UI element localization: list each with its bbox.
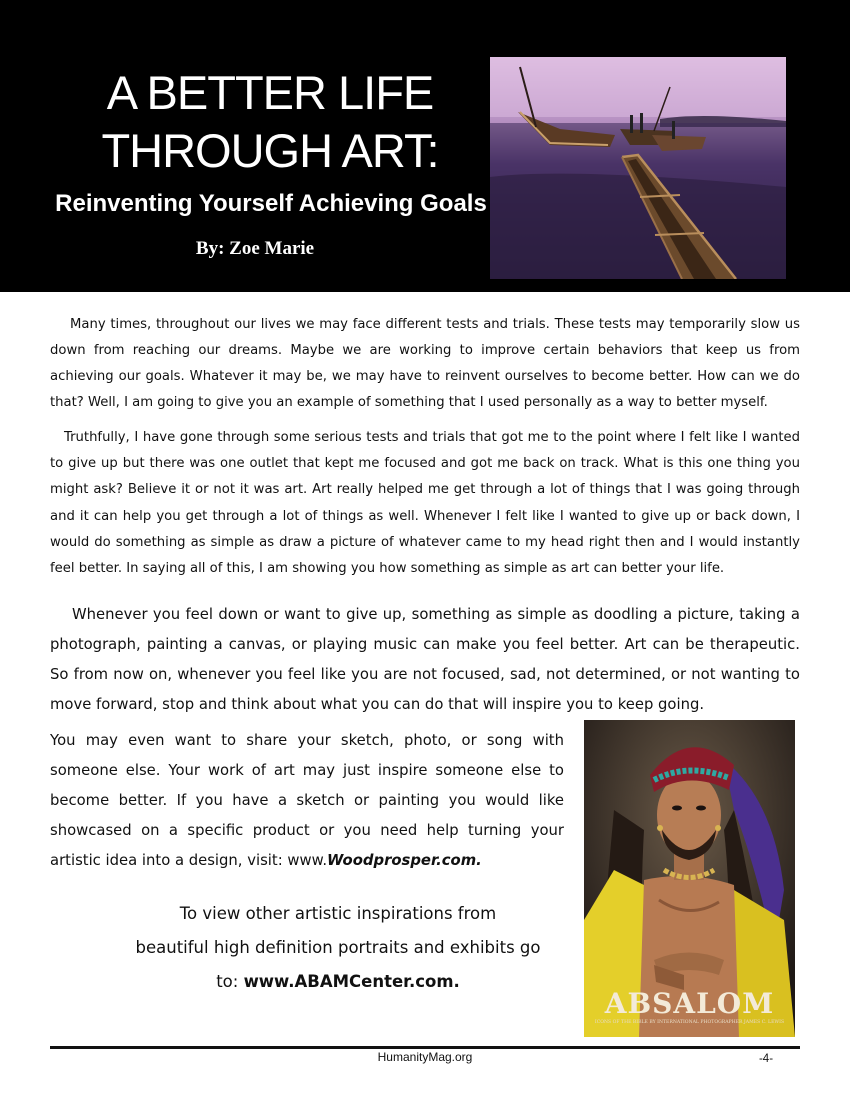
paragraph-2: Truthfully, I have gone through some serious tests and trials that got me to the point where I felt like I wanted to give up but there was one outlet that kept me focused and got me back on track. What is this one thing you might ask? Believe it or not it was art. Art really helped me get through a lot of things that I was going through and it can help you get through a lot of things as well. Whenever I felt like I wanted to give up or back down, I would do something as simple as draw a picture of whatever came to my head right then and I would instantly feel better. In saying all of this, I am showing you how something as simple as art can better your life.	[50, 430, 800, 577]
article-title	[60, 64, 480, 180]
paragraph-1: Many times, throughout our lives we may face different tests and trials. These tests may temporarily slow us down from reaching our dreams. Maybe we are working to improve certain behaviors that keep us from achieving our goals. Whatever it may be, we may have to reinvent ourselves to become better. How can we do that? Well, I am going to give you an example of something that I used personally as a way to better myself.	[50, 317, 800, 410]
paragraph-4	[50, 726, 564, 876]
poster-title: ABSALOM	[604, 987, 775, 1020]
cta-line-3	[120, 965, 556, 999]
paragraph-3: Whenever you feel down or want to give up, something as simple as doodling a picture, taking a photograph, painting a canvas, or playing music can make you feel better. Art can be therapeutic. So from now on, whenever you feel like you are not focused, sad, not determined, or not wanting to move forward, stop and think about what you can do that will inspire you to keep going.	[50, 606, 800, 713]
cta-line-2: beautiful high definition portraits and exhibits go	[135, 938, 541, 957]
cta-line-1: To view other artistic inspirations from	[179, 904, 497, 923]
absalom-poster	[584, 720, 795, 1037]
title-line-1: A BETTER LIFE	[106, 66, 434, 119]
footer-divider	[50, 1046, 800, 1049]
poster-caption: ICONS OF THE BIBLE BY INTERNATIONAL PHOTOGRAPHER JAMES C. LEWIS	[594, 1020, 785, 1025]
boats-photo	[490, 57, 786, 279]
woodprosper-link[interactable]: Woodprosper.com.	[327, 852, 482, 869]
author-byline: By: Zoe Marie	[195, 238, 315, 259]
abamcenter-link[interactable]: www.ABAMCenter.com.	[243, 972, 460, 991]
cta-prefix: to:	[216, 972, 244, 991]
header-banner	[0, 0, 850, 292]
footer-site: HumanityMag.org	[377, 1050, 473, 1064]
article-subtitle: Reinventing Yourself Achieving Goals	[55, 190, 487, 217]
call-to-action	[120, 897, 556, 999]
paragraph-4-text: You may even want to share your sketch, photo, or song with someone else. Your work of art may just inspire someone else to become better. If you have a sketch or painting you would like showcased on a specific product or you need help turning your artistic idea into a design, visit: www.	[50, 732, 564, 869]
title-line-2: THROUGH ART:	[101, 124, 439, 177]
page-number: -4-	[758, 1053, 774, 1065]
